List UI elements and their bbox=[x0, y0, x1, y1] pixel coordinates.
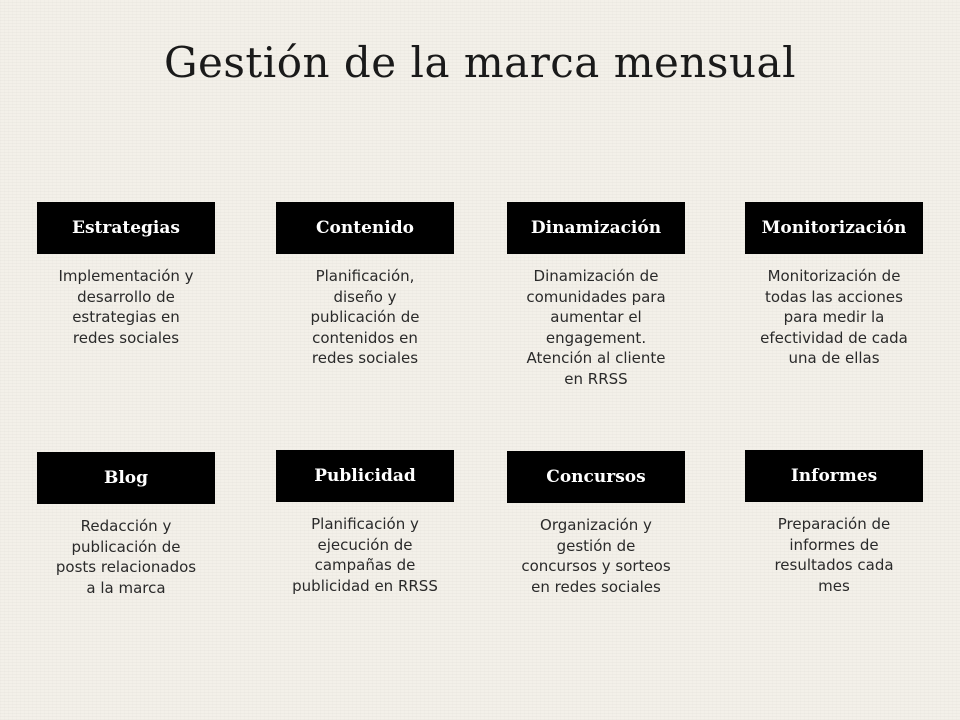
card-description: Preparación de informes de resultados cada mes bbox=[774, 515, 894, 595]
card-concursos bbox=[507, 451, 685, 597]
card-description: Dinamización de comunidades para aumentar el engagement. Atención al cliente en RRSS bbox=[526, 267, 666, 388]
card-dinamizacion bbox=[507, 202, 685, 389]
card-description: Implementación y desarrollo de estrategias en redes sociales bbox=[58, 267, 194, 347]
card-estrategias bbox=[37, 202, 215, 348]
card-blog bbox=[37, 452, 215, 598]
card-heading: Dinamización bbox=[507, 202, 685, 254]
card-heading: Informes bbox=[745, 450, 923, 502]
card-heading: Publicidad bbox=[276, 450, 454, 502]
card-description: Organización y gestión de concursos y sorteos en redes sociales bbox=[521, 516, 671, 596]
card-contenido bbox=[276, 202, 454, 369]
card-heading: Monitorización bbox=[745, 202, 923, 254]
card-heading: Contenido bbox=[276, 202, 454, 254]
card-description: Planificación, diseño y publicación de contenidos en redes sociales bbox=[310, 267, 420, 367]
card-publicidad bbox=[276, 450, 454, 596]
slide-title: Gestión de la marca mensual bbox=[163, 38, 797, 87]
card-monitorizacion bbox=[745, 202, 923, 369]
card-description: Redacción y publicación de posts relacionados a la marca bbox=[55, 517, 197, 597]
card-heading: Concursos bbox=[507, 451, 685, 503]
card-description: Monitorización de todas las acciones para medir la efectividad de cada una de ellas bbox=[760, 267, 908, 367]
card-informes bbox=[745, 450, 923, 596]
card-description: Planificación y ejecución de campañas de publicidad en RRSS bbox=[292, 515, 438, 595]
card-heading: Estrategias bbox=[37, 202, 215, 254]
card-heading: Blog bbox=[37, 452, 215, 504]
